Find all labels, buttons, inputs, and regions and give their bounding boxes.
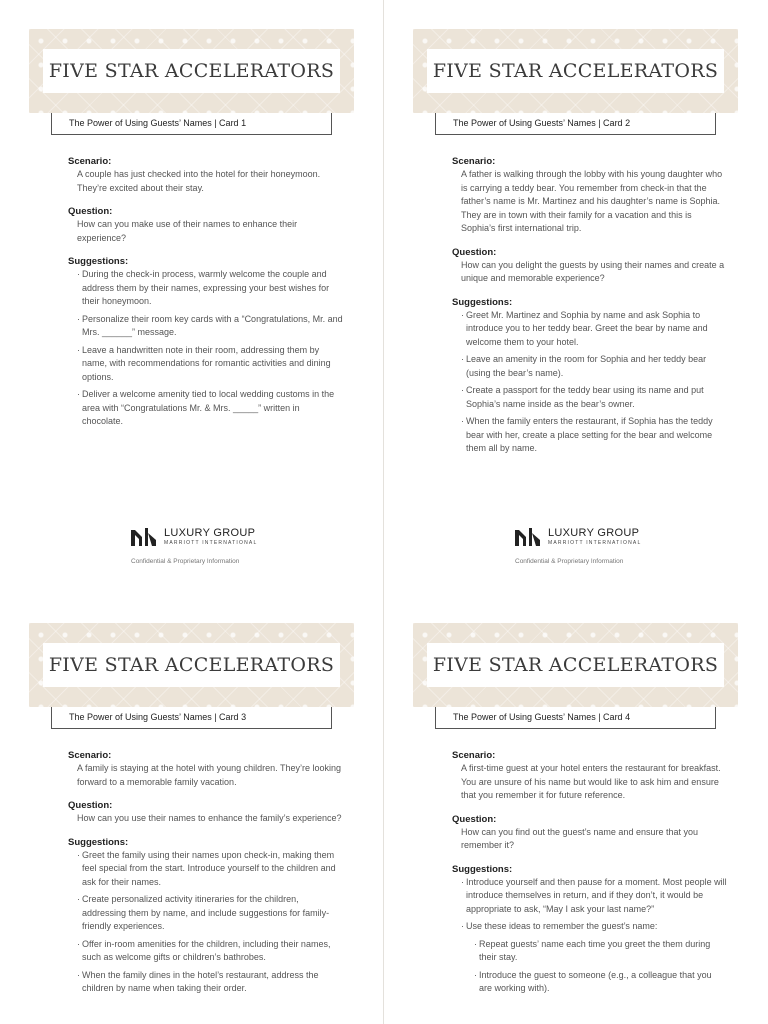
- logo-wordmark: LUXURY GROUP: [548, 527, 640, 539]
- suggestion-item: · Greet the family using their names upon check-in, making them feel special from the start. Introduce yourself to the children and ask for their names.: [77, 849, 336, 887]
- scenario-label: Scenario:: [68, 156, 112, 167]
- card-title: FIVE STAR ACCELERATORS: [432, 654, 719, 676]
- banner-title-box: [427, 49, 724, 93]
- question-label: Question:: [68, 206, 113, 217]
- question-label: Question:: [452, 246, 497, 258]
- suggestion-item: · When the family enters the restaurant, if Sophia has the teddy bear with her, create a place setting for the bear and welcome them all by name.: [461, 416, 713, 453]
- card-title: FIVE STAR ACCELERATORS: [432, 60, 719, 82]
- scenario-text: A couple has just checked into the hotel for their honeymoon. They’re excited about their stay.: [77, 169, 321, 193]
- suggestion-item: · Personalize their room key cards with a “Congratulations, Mr. and Mrs. ______” message.: [77, 313, 343, 337]
- logo-wordmark: LUXURY GROUP: [164, 527, 256, 539]
- card-3: [29, 623, 354, 1024]
- suggestions-label: Suggestions:: [68, 836, 129, 848]
- confidential-note: Confidential & Proprietary Information: [515, 558, 624, 565]
- suggestion-item: · Offer in-room amenities for the children, including their names, such as welcome gifts or children’s bathrobes.: [77, 938, 331, 962]
- suggestion-item: · Leave an amenity in the room for Sophia and her teddy bear (using the bear’s name).: [461, 354, 707, 378]
- suggestion-item: · Introduce yourself and then pause for a moment. Most people will introduce themselves in return, and if they don’t, it would be appropriate to ask, “May I ask your last name?”: [461, 876, 727, 914]
- suggestion-item: · Create a passport for the teddy bear using its name and put Sophia’s name inside as the bear’s owner.: [461, 385, 704, 409]
- suggestion-item: · Deliver a welcome amenity tied to local wedding customs in the area with “Congratulations Mr. & Mrs. _____” written in chocolate.: [77, 389, 335, 426]
- scenario-text: A family is staying at the hotel with young children. They’re looking forward to a memorable family vacation.: [77, 763, 341, 787]
- suggestion-item: · Use these ideas to remember the guest’s name: · Repeat guests’ name each time you greet the them during their stay. · Introduce the guest to someone (e.g., a colleague that you are working with).: [461, 920, 727, 996]
- scenario-label: Scenario:: [452, 156, 496, 167]
- card-banner: [29, 29, 354, 113]
- logo-subtext: MARRIOTT INTERNATIONAL: [164, 540, 258, 546]
- card-content: [68, 749, 343, 1000]
- card-1: [29, 29, 354, 589]
- suggestion-item: · Create personalized activity itineraries for the children, addressing them by name, and include suggestions for family-friendly experiences.: [77, 894, 330, 931]
- sub-suggestions-list: [474, 938, 727, 996]
- suggestions-list: [68, 268, 343, 429]
- suggestions-list: [68, 849, 343, 996]
- card-content: [452, 155, 727, 460]
- card-banner: [413, 29, 738, 113]
- question-label: Question:: [68, 800, 113, 811]
- sub-suggestion-item: · Introduce the guest to someone (e.g., a colleague that you are working with).: [474, 969, 712, 993]
- card-subtitle: The Power of Using Guests’ Names | Card 2: [435, 113, 716, 135]
- luxury-group-mark-icon: [514, 527, 542, 547]
- banner-title-box: [43, 49, 340, 93]
- card-title: FIVE STAR ACCELERATORS: [48, 654, 335, 676]
- banner-title-box: [43, 643, 340, 687]
- card-subtitle: The Power of Using Guests’ Names | Card 3: [51, 707, 332, 729]
- question-text: How can you find out the guest’s name and ensure that you remember it?: [461, 826, 698, 850]
- suggestions-label: Suggestions:: [452, 863, 513, 875]
- suggestions-list: [452, 309, 727, 456]
- card-4: [413, 623, 738, 1024]
- confidential-note: Confidential & Proprietary Information: [131, 558, 240, 565]
- scenario-label: Scenario:: [68, 750, 112, 761]
- scenario-text: A first-time guest at your hotel enters the restaurant for breakfast. You are unsure of his name but would like to ask him and ensure that you remember it for future reference.: [461, 763, 721, 800]
- card-content: [68, 155, 343, 433]
- suggestion-item: · During the check-in process, warmly welcome the couple and address them by their names, expressing your best wishes for their honeymoon.: [77, 269, 330, 306]
- question-label: Question:: [452, 813, 497, 825]
- suggestions-label: Suggestions:: [68, 256, 129, 267]
- suggestion-item: · When the family dines in the hotel’s restaurant, address the children by name when taking their order.: [77, 969, 319, 993]
- scenario-text: A father is walking through the lobby with his young daughter who is carrying a teddy bear. You remember from check-in that the father’s name is Mr. Martinez and his daughter’s name is Sophia. They are in town with their family for a vacation and this is Sophia’s first international trip.: [461, 169, 723, 233]
- scenario-label: Scenario:: [452, 750, 496, 761]
- card-content: [452, 749, 727, 1000]
- suggestions-label: Suggestions:: [452, 296, 513, 308]
- suggestion-item: · Leave a handwritten note in their room, addressing them by name, with recommendations for romantic activities and dining options.: [77, 344, 331, 382]
- banner-title-box: [427, 643, 724, 687]
- suggestion-item: · Greet Mr. Martinez and Sophia by name and ask Sophia to introduce you to her teddy bear. Greet the bear by name and welcome them to your hotel.: [461, 309, 708, 347]
- luxury-group-logo: [130, 527, 257, 547]
- luxury-group-mark-icon: [130, 527, 158, 547]
- question-text: How can you use their names to enhance the family’s experience?: [77, 813, 342, 823]
- card-subtitle: The Power of Using Guests’ Names | Card 1: [51, 113, 332, 135]
- question-text: How can you delight the guests by using their names and create a unique and memorable experience?: [461, 259, 725, 283]
- card-banner: [413, 623, 738, 707]
- card-banner: [29, 623, 354, 707]
- card-2: [413, 29, 738, 589]
- suggestions-list: [452, 876, 727, 996]
- card-subtitle: The Power of Using Guests’ Names | Card 4: [435, 707, 716, 729]
- column-divider: [383, 0, 384, 1024]
- logo-subtext: MARRIOTT INTERNATIONAL: [548, 540, 642, 546]
- card-title: FIVE STAR ACCELERATORS: [48, 60, 335, 82]
- sub-suggestion-item: · Repeat guests’ name each time you greet the them during their stay.: [474, 938, 711, 962]
- luxury-group-logo: [514, 527, 641, 547]
- question-text: How can you make use of their names to enhance their experience?: [77, 219, 298, 243]
